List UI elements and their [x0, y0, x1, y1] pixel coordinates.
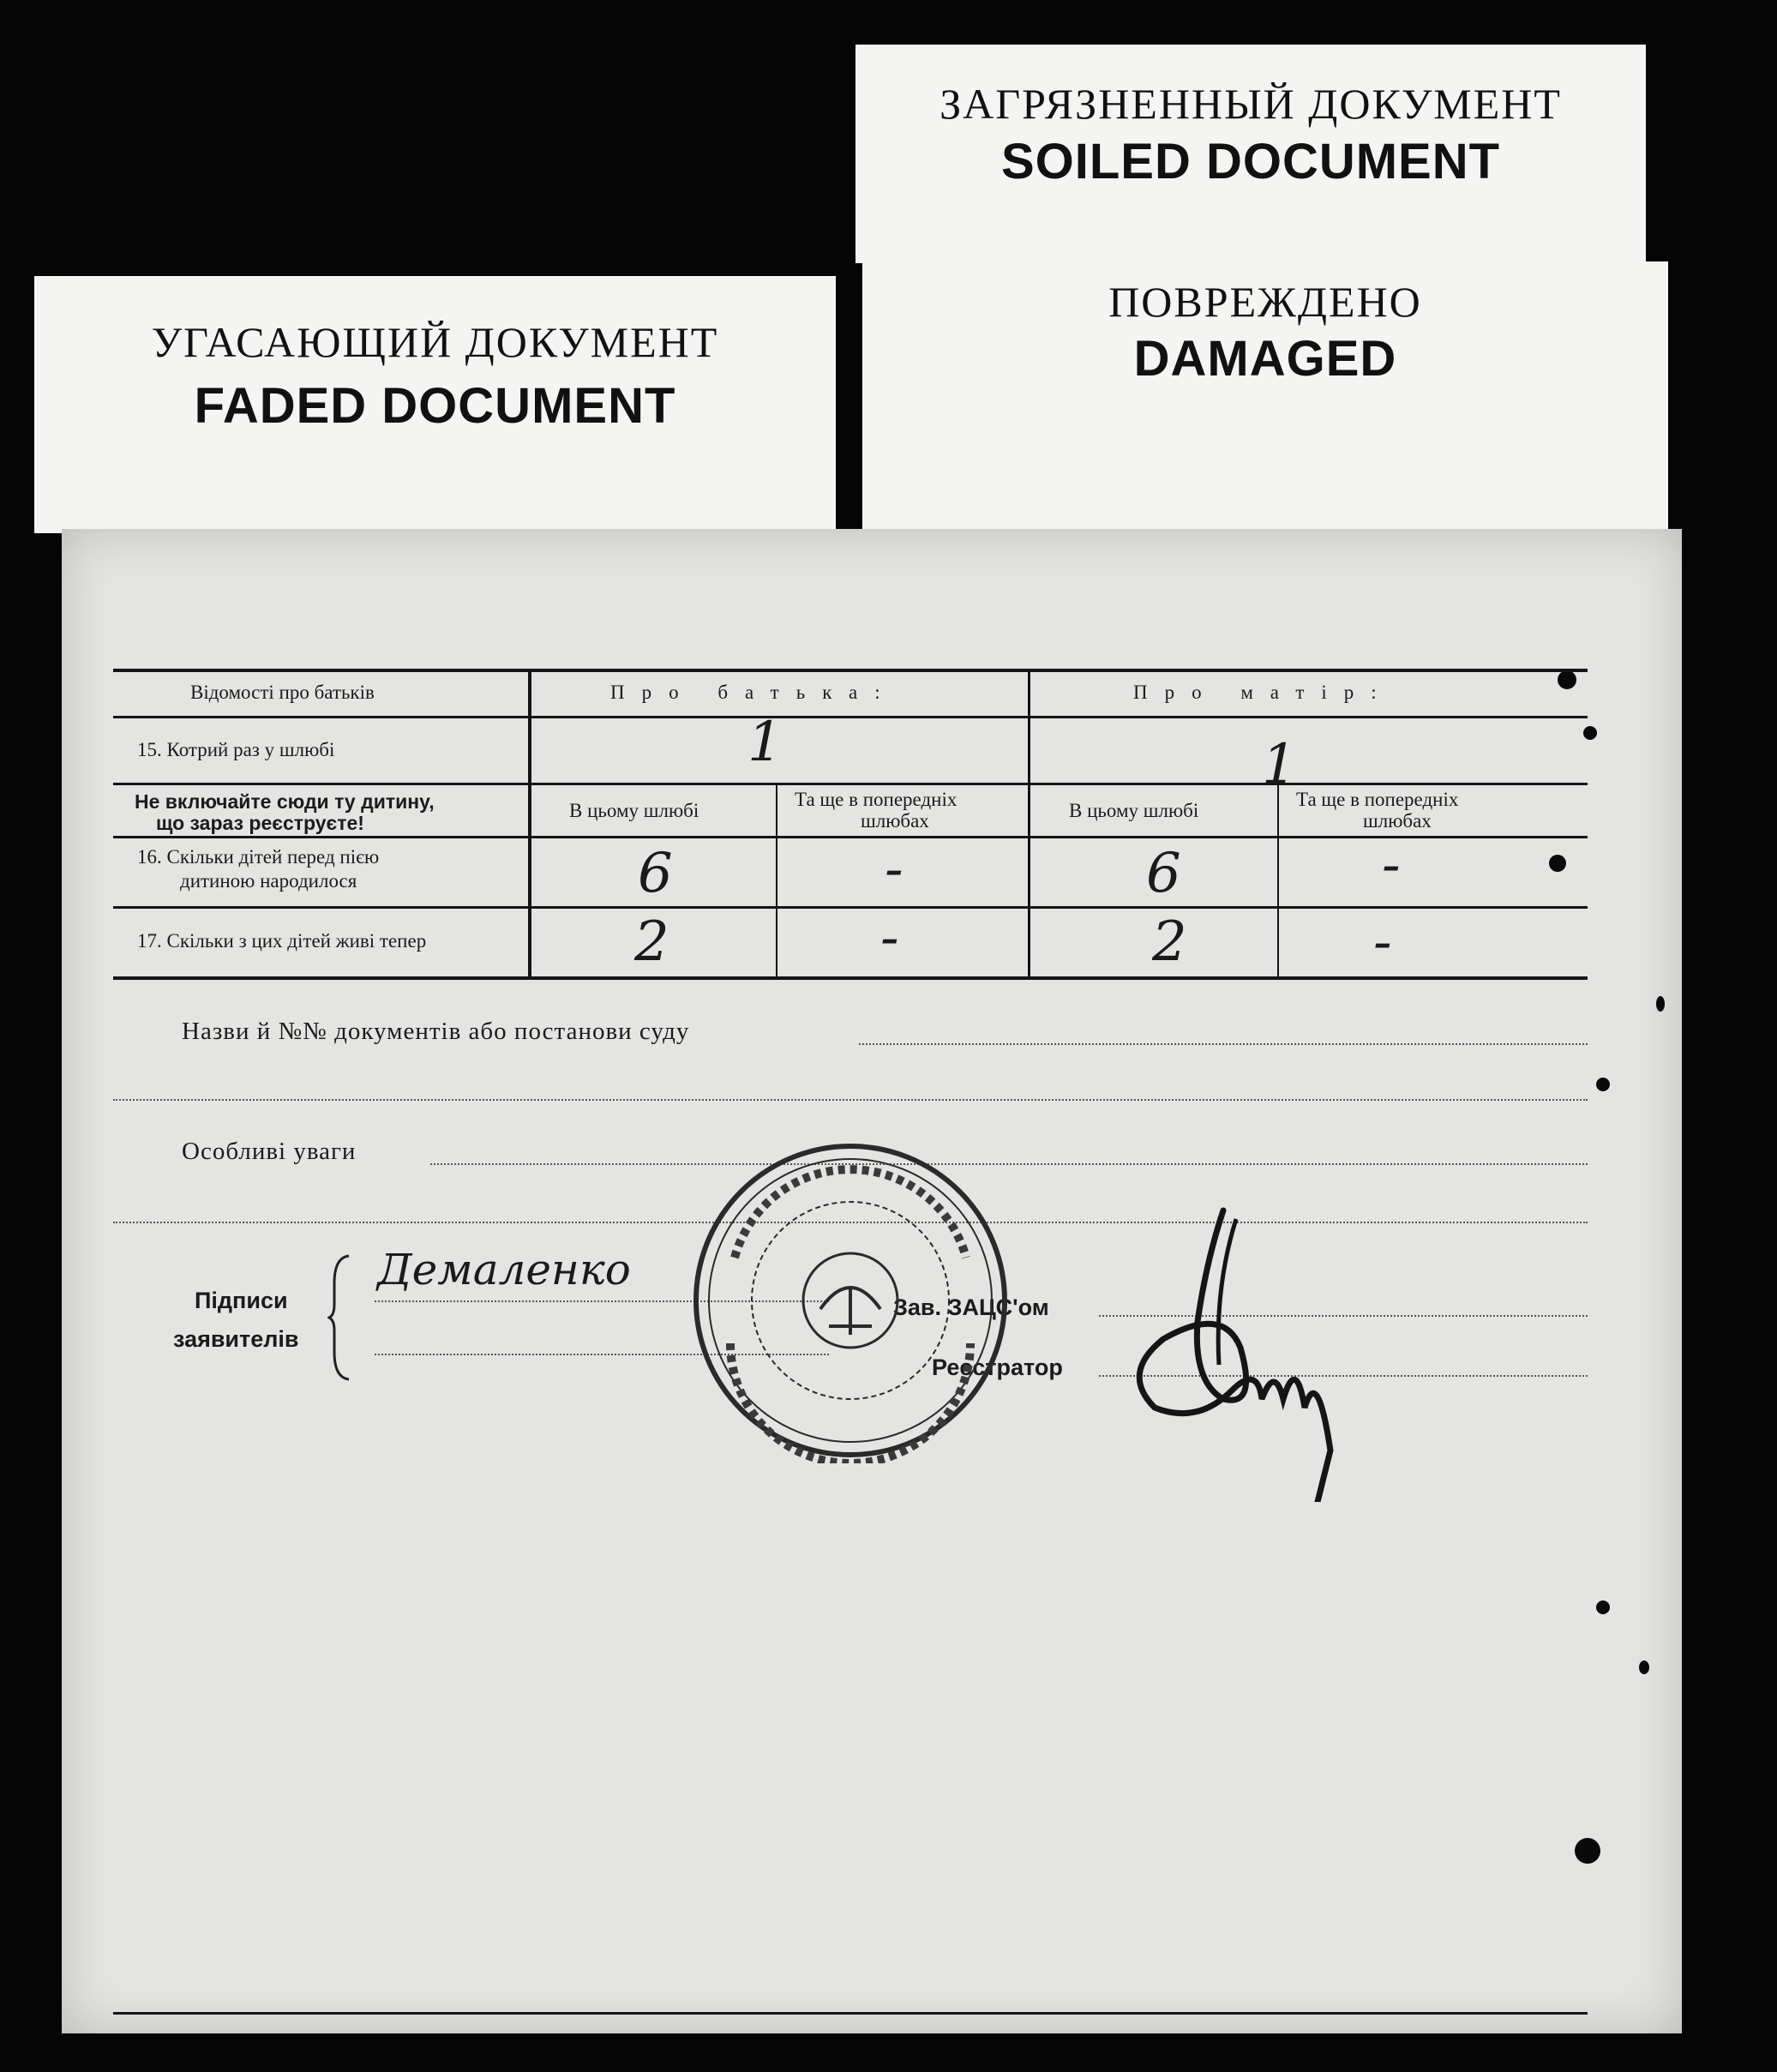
documents-label: Назви й №№ документів або постанови суду — [182, 1018, 690, 1045]
father-prev-marriages-header-2: шлюбах — [861, 810, 929, 832]
row16-label-line1: 16. Скільки дітей перед пією — [137, 846, 380, 868]
punch-hole — [1549, 855, 1566, 872]
header-parents-info: Відомості про батьків — [190, 682, 375, 703]
mother-prev-marriages-header-2: шлюбах — [1363, 810, 1432, 832]
father-prev-marriages-header-1: Та ще в попередніх — [795, 789, 958, 810]
father-this-marriage-header: В цьому шлюбі — [569, 800, 699, 821]
table-row-divider — [113, 836, 1588, 838]
row17-mother-this: 2 — [1152, 910, 1187, 974]
table-column-divider — [776, 784, 777, 977]
table-column-divider — [1028, 670, 1030, 979]
table-top-border — [113, 669, 1588, 672]
mother-prev-marriages-header-1: Та ще в попередніх — [1296, 789, 1459, 810]
bottom-rule — [113, 2012, 1588, 2015]
table-column-divider — [528, 670, 531, 979]
row15-label: 15. Котрий раз у шлюбі — [137, 739, 335, 760]
row17-label: 17. Скільки з цих дітей живі тепер — [137, 930, 427, 952]
row16-label-line2: дитиною народилося — [180, 870, 357, 892]
exclude-note-line1: Не включайте сюди ту дитину, — [135, 790, 435, 813]
row16-mother-prev: - — [1382, 833, 1401, 897]
row16-mother-this: 6 — [1146, 842, 1181, 905]
faded-label-en: FADED DOCUMENT — [194, 378, 676, 434]
row17-father-this: 2 — [634, 910, 669, 974]
punch-hole — [1656, 996, 1665, 1012]
exclude-note-line2: що зараз реєструєте! — [156, 812, 364, 834]
document-sheet — [62, 529, 1682, 2033]
head-of-registry-label: Зав. ЗАЦС'ом — [893, 1294, 1049, 1320]
damaged-label-ru: ПОВРЕЖДЕНО — [1108, 278, 1422, 326]
documents-field-continuation — [113, 1099, 1588, 1101]
applicants-signatures-label-1: Підписи — [195, 1288, 288, 1313]
table-row-divider — [113, 716, 1588, 718]
mother-this-marriage-header: В цьому шлюбі — [1069, 800, 1199, 821]
damaged-document-label — [862, 261, 1668, 532]
documents-field — [859, 1043, 1588, 1045]
header-father: Про батька: — [610, 682, 898, 703]
row15-mother-value: 1 — [1262, 733, 1297, 796]
punch-hole — [1596, 1601, 1610, 1614]
table-row-divider — [113, 783, 1588, 785]
punch-hole — [1575, 1838, 1600, 1864]
row16-father-prev: - — [885, 838, 904, 901]
table-column-divider — [1277, 784, 1279, 977]
punch-hole — [1639, 1661, 1649, 1674]
punch-hole — [1558, 670, 1576, 689]
row16-father-this: 6 — [638, 842, 673, 905]
remarks-label: Особливі уваги — [182, 1138, 357, 1165]
applicants-signatures-label-2: заявителів — [173, 1326, 299, 1352]
faded-document-label — [34, 276, 836, 533]
soiled-document-label — [855, 45, 1646, 263]
registrar-label: Реєстратор — [932, 1354, 1063, 1380]
faded-label-ru: УГАСАЮЩИЙ ДОКУМЕНТ — [151, 318, 719, 366]
row17-mother-prev: - — [1373, 910, 1392, 974]
registrar-signature — [1112, 1193, 1420, 1502]
header-mother: Про матір: — [1133, 682, 1394, 703]
soiled-label-en: SOILED DOCUMENT — [1000, 134, 1501, 189]
official-stamp — [683, 1138, 1018, 1463]
row17-father-prev: - — [880, 906, 899, 970]
damaged-label-en: DAMAGED — [1133, 331, 1397, 387]
soiled-label-ru: ЗАГРЯЗНЕННЫЙ ДОКУМЕНТ — [940, 80, 1562, 128]
applicants-brace — [327, 1253, 353, 1382]
table-bottom-border — [113, 976, 1588, 980]
table-row-divider — [113, 906, 1588, 909]
punch-hole — [1583, 726, 1597, 740]
punch-hole — [1596, 1078, 1610, 1091]
row15-father-value: 1 — [747, 711, 783, 774]
applicant-signature: Демаленко — [377, 1245, 631, 1294]
